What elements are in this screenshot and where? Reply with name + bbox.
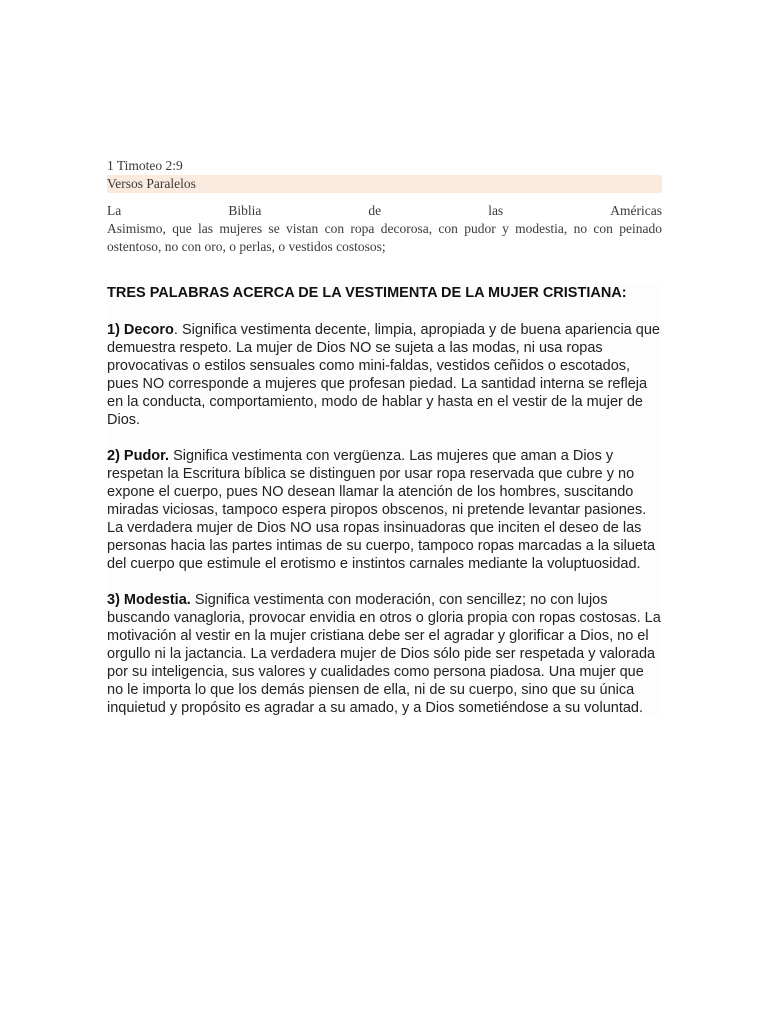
verse-text: Asimismo, que las mujeres se vistan con ropa decorosa, con pudor y modestia, no con peinado ostentoso, no con oro, o perlas, o vestidos costosos;	[107, 221, 662, 254]
document-page	[107, 157, 662, 735]
verse-reference: 1 Timoteo 2:9	[107, 158, 183, 173]
version-word: La	[107, 203, 122, 218]
version-word: de	[368, 203, 382, 218]
article-title: TRES PALABRAS ACERCA DE LA VESTIMENTA DE LA MUJER CRISTIANA:	[107, 285, 627, 301]
section-term: 2) Pudor.	[107, 448, 170, 464]
parallel-verses-label: Versos Paralelos	[107, 176, 196, 191]
section-text: Significa vestimenta con vergüenza. Las mujeres que aman a Dios y respetan la Escritura bíblica se distinguen por usar ropa reservada que cubre y no expone el cuerpo, pues NO desean llamar la atención de los hombres, suscitando miradas viciosas, tampoco espera piropos obscenos, ni pretende levantar pasiones. La verdadera mujer de Dios NO usa ropas insinuadoras que inciten el deseo de las personas hacia las partes intimas de su cuerpo, tampoco ropas marcadas a la silueta del cuerpo que estimule el erotismo e instintos carnales mediante la voluptuosidad.	[107, 448, 656, 572]
section-term: 1) Decoro	[107, 322, 174, 338]
section-text: Significa vestimenta con moderación, con sencillez; no con lujos buscando vanagloria, provocar envidia en otros o gloria propia con ropas costosas. La motivación al vestir en la mujer cristiana debe ser el agradar y glorificar a Dios, no el orgullo ni la jactancia. La verdadera mujer de Dios sólo pide ser respetada y valorada por su inteligencia, sus valores y cualidades como persona piadosa. Una mujer que no le importa lo que los demás piensen de ella, ni de su cuerpo, sino que su única inquietud y propósito es agradar a su amado, y a Dios sometiéndose a su voluntad.	[107, 592, 661, 716]
version-word: las	[488, 203, 504, 218]
article-body	[107, 284, 662, 717]
version-word: Américas	[610, 203, 662, 218]
section-decoro	[107, 321, 662, 429]
section-text: . Significa vestimenta decente, limpia, apropiada y de buena apariencia que demuestra respeto. La mujer de Dios NO se sujeta a las modas, ni usa ropas provocativas o estilos sensuales como mini-faldas, vestidos ceñidos o escotados, pues NO corresponde a mujeres que profesan piedad. La santidad interna se refleja en la conducta, comportamiento, modo de hablar y hasta en el vestir de la mujer de Dios.	[107, 322, 660, 428]
section-pudor	[107, 447, 662, 573]
version-word: Biblia	[228, 203, 262, 218]
parallel-verses-bar	[107, 175, 662, 193]
section-modestia	[107, 591, 662, 717]
bible-version-line	[107, 202, 662, 220]
section-term: 3) Modestia.	[107, 592, 191, 608]
